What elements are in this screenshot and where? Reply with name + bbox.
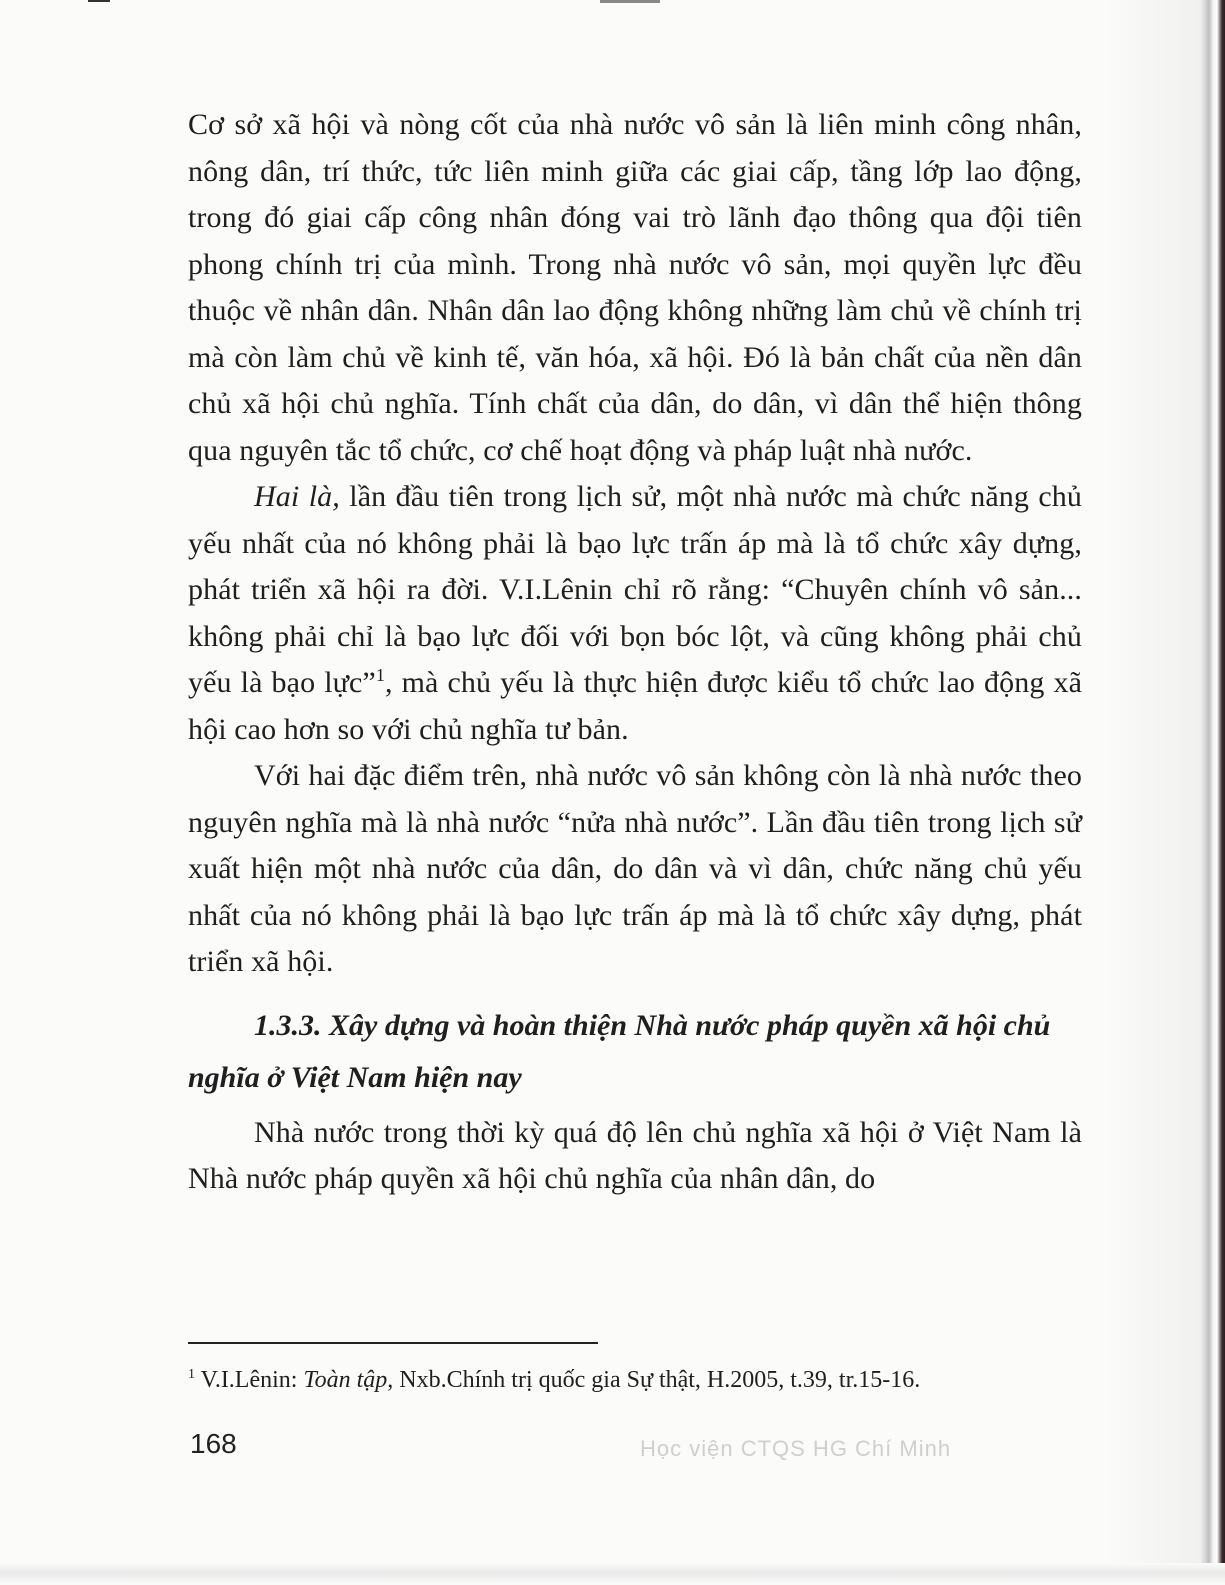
body-text bbox=[188, 102, 1082, 1203]
paragraph-1: Cơ sở xã hội và nòng cốt của nhà nước vô sản là liên minh công nhân, nông dân, trí thức, tức liên minh giữa các giai cấp, tầng lớp lao động, trong đó giai cấp công nhân đóng vai trò lãnh đạo thông qua đội tiên phong chính trị của mình. Trong nhà nước vô sản, mọi quyền lực đều thuộc về nhân dân. Nhân dân lao động không những làm chủ về chính trị mà còn làm chủ về kinh tế, văn hóa, xã hội. Đó là bản chất của nền dân chủ xã hội chủ nghĩa. Tính chất của dân, do dân, vì dân thể hiện thông qua nguyên tắc tổ chức, cơ chế hoạt động và pháp luật nhà nước. bbox=[188, 108, 1082, 467]
footnote-rest: , Nxb.Chính trị quốc gia Sự thật, H.2005, t.39, tr.15-16. bbox=[387, 1367, 921, 1393]
footnote-author: V.I.Lênin: bbox=[200, 1367, 304, 1393]
top-edge-mark bbox=[88, 0, 110, 2]
book-spine-edge bbox=[1105, 0, 1225, 1585]
watermark: Học viện CTQS HG Chí Minh bbox=[640, 1436, 952, 1461]
paragraph-2-lead: Hai là, bbox=[254, 480, 340, 513]
page-number: 168 bbox=[190, 1428, 237, 1459]
section-heading: 1.3.3. Xây dựng và hoàn thiện Nhà nước pháp quyền xã hội chủ nghĩa ở Việt Nam hiện nay bbox=[188, 1008, 1051, 1094]
paragraph-3: Với hai đặc điểm trên, nhà nước vô sản không còn là nhà nước theo nguyên nghĩa mà là nhà nước “nửa nhà nước”. Lần đầu tiên trong lịch sử xuất hiện một nhà nước của dân, do dân và vì dân, chức năng chủ yếu nhất của nó không phải là bạo lực trấn áp mà là tổ chức xây dựng, phát triển xã hội. bbox=[188, 759, 1082, 978]
top-edge-shadow bbox=[600, 0, 660, 3]
footnote-divider bbox=[188, 1342, 598, 1344]
paragraph-2 bbox=[188, 474, 1082, 753]
paragraph-4: Nhà nước trong thời kỳ quá độ lên chủ nghĩa xã hội ở Việt Nam là Nhà nước pháp quyền xã hội chủ nghĩa của nhân dân, do bbox=[188, 1115, 1082, 1195]
paragraph-2-text-cont: , mà chủ yếu là thực hiện được kiểu tổ chức lao động xã hội cao hơn so với chủ nghĩa tư bản. bbox=[188, 666, 1082, 746]
footnote-title: Toàn tập bbox=[303, 1367, 388, 1393]
paragraph-2-text: lần đầu tiên trong lịch sử, một nhà nước mà chức năng chủ yếu nhất của nó không phải là bạo lực trấn áp mà là tổ chức xây dựng, phát triển xã hội ra đời. V.I.Lênin chỉ rõ rằng: “Chuyên chính vô sản... không phải chỉ là bạo lực đối với bọn bóc lột, và cũng không phải chủ yếu là bạo lực” bbox=[188, 480, 1082, 699]
bottom-edge-shadow bbox=[0, 1563, 1225, 1585]
footnote-number: 1 bbox=[188, 1367, 195, 1382]
footnote-ref: 1 bbox=[375, 665, 385, 685]
footnote bbox=[188, 1364, 1088, 1396]
